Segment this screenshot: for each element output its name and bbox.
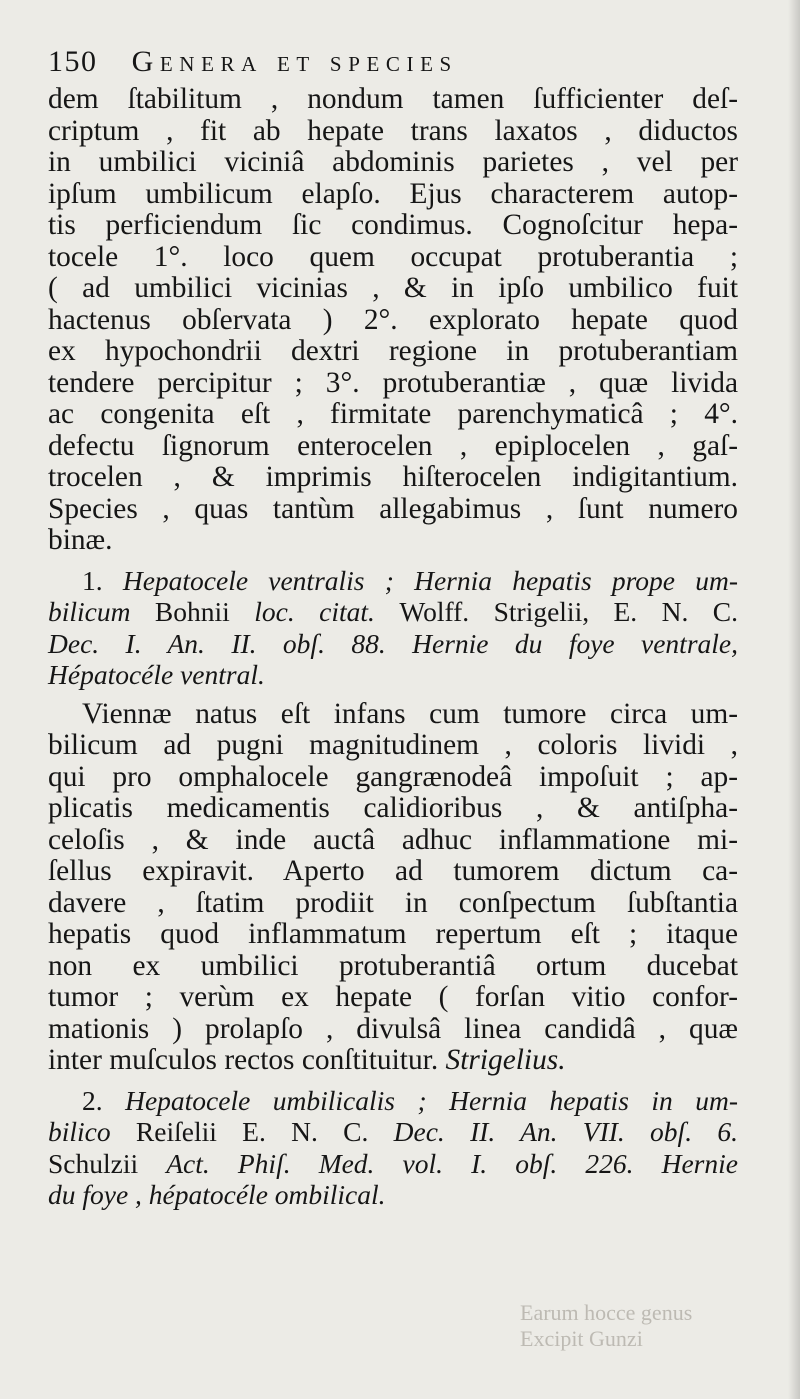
text-line: Species , quas tantùm allegabimus , ſunt numero [48, 492, 738, 525]
text-line [48, 659, 738, 691]
italic-text: Dec. I. An. II. obſ. 88. Hernie du foye ventrale, [48, 627, 738, 659]
italic-text: loc. citat. [254, 596, 400, 627]
text-line: defectu ſignorum enterocelen , epiplocelen , gaſ- [48, 429, 738, 462]
page-number: 150 [48, 45, 98, 78]
text-line: hactenus obſervata ) 2°. explorato hepate quod [48, 303, 738, 336]
text-line: ipſum umbilicum elapſo. Ejus characterem autop- [48, 177, 738, 210]
paragraph-gap [48, 1077, 738, 1085]
text-line: in umbilici viciniâ abdominis parietes , vel per [48, 146, 738, 178]
text-line: ac congenita eſt , firmitate parenchymaticâ ; 4°. [48, 398, 738, 430]
paragraph-gap [48, 557, 738, 565]
text-line: hepatis quod inflammatum repertum eſt ; itaque [48, 918, 738, 950]
text-line: bilicum ad pugni magnitudinem , coloris lividi , [48, 729, 738, 761]
text-line: tis perficiendum ſic condimus. Cognoſcitur hepa- [48, 209, 738, 241]
bleed-through-text [520, 1300, 760, 1360]
text-line [48, 1045, 738, 1077]
text-body [48, 84, 738, 1211]
text-line: binæ. [48, 524, 113, 556]
text-line [48, 1085, 738, 1117]
italic-text: Dec. II. An. VII. obſ. 6. [393, 1116, 738, 1147]
italic-text: bilicum [48, 596, 155, 627]
text-line: plicatis medicamentis calidioribus , & antiſpha- [48, 792, 738, 824]
italic-text: Hépatocéle ventral. [48, 659, 265, 690]
text-line: Viennæ natus eſt infans cum tumore circa um- [82, 697, 738, 730]
text-line [48, 596, 738, 628]
running-title: Genera et species [131, 45, 458, 78]
text-line: tumor ; verùm ex hepate ( forſan vitio confor- [48, 981, 738, 1013]
text-line: tocele 1°. loco quem occupat protuberantia ; [48, 240, 738, 273]
italic-text: Act. Phiſ. Med. vol. I. obſ. 226. Hernie [166, 1147, 738, 1179]
roman-text: 2. [82, 1084, 126, 1116]
italic-text: Hepatocele ventralis ; Hernia hepatis prope um- [122, 564, 739, 596]
roman-text: Schulzii [48, 1147, 167, 1179]
running-header [48, 38, 748, 86]
roman-text: inter muſculos rectos conſtituitur. [48, 1044, 446, 1076]
text-line: trocelen , & imprimis hiſterocelen indigitantium. [48, 461, 738, 493]
text-line: ex hypochondrii dextri regione in protuberantiam [48, 335, 738, 367]
bleed-through-line: Excipit Gunzi [520, 1326, 643, 1351]
text-line [48, 628, 738, 660]
text-line: non ex umbilici protuberantiâ ortum ducebat [48, 949, 738, 982]
text-line: criptum , fit ab hepate trans laxatos , diductos [48, 114, 738, 147]
bleed-through-line: Earum hocce genus [520, 1300, 693, 1325]
roman-text: Reiſelii E. N. C. [135, 1116, 394, 1147]
text-line: mationis ) prolapſo , divulsâ linea candidâ , quæ [48, 1012, 738, 1045]
text-line [48, 1148, 738, 1180]
roman-text: Bohnii [154, 596, 255, 627]
text-line: celoſis , & inde auctâ adhuc inflammatione mi- [48, 823, 738, 856]
text-line: tendere percipitur ; 3°. protuberantiæ , quæ livida [48, 366, 738, 399]
italic-text: du foye , hépatocéle ombilical. [48, 1179, 386, 1210]
text-line: ( ad umbilici vicinias , & in ipſo umbilico fuit [48, 272, 738, 304]
text-line: davere , ſtatim prodiit in conſpectum ſubſtantia [48, 886, 738, 919]
page-edge-shadow [788, 0, 800, 1399]
text-line: qui pro omphalocele gangrænodeâ impoſuit ; ap- [48, 760, 738, 793]
text-line: dem ſtabilitum , nondum tamen ſufficienter deſ- [48, 83, 738, 115]
text-line [48, 1116, 738, 1148]
italic-text: bilico [48, 1116, 136, 1147]
text-line [48, 565, 738, 597]
text-line [48, 1179, 738, 1211]
italic-text: Hepatocele umbilicalis ; Hernia hepatis in um- [125, 1084, 738, 1116]
roman-text: 1. [82, 564, 123, 596]
roman-text: Wolff. Strigelii, E. N. C. [399, 596, 738, 627]
text-line: ſellus expiravit. Aperto ad tumorem dictum ca- [48, 855, 738, 887]
italic-text: Strigelius. [445, 1044, 566, 1076]
